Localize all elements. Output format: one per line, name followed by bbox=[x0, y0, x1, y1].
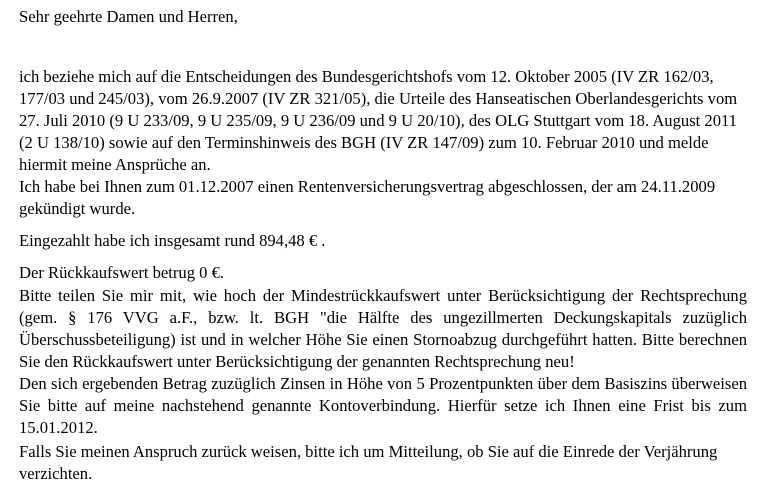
paragraph-surrender-value: Der Rückkaufswert betrug 0 €. bbox=[19, 263, 225, 282]
paragraph-court-references: ich beziehe mich auf die Entscheidungen des Bundesgerichtshofs vom 12. Oktober 2005 (IV ZR 162/03, 177/03 und 245/03), vom 26.9.2007 (IV ZR 321/05), die Urteile des Hanseatischen Oberlandesgerichts vom 27. Juli 2010 (9 U 233/09, 9 U 235/09, 9 U 236/09 und 9 U 20/10), des OLG Stuttgart vom 18. August 2011 (2 U 138/10) sowie auf den Terminshinweis des BGH (IV ZR 147/09) zum 10. Februar 2010 und melde hiermit meine Ansprüche an. bbox=[19, 67, 738, 174]
paragraph-paid-amount: Eingezahlt habe ich insgesamt rund 894,48 € . bbox=[19, 231, 326, 250]
letter-salutation: Sehr geehrte Damen und Herren, bbox=[19, 7, 238, 26]
paragraph-limitation-waiver: Falls Sie meinen Anspruch zurück weisen, bitte ich um Mitteilung, ob Sie auf die Einrede der Verjährung verzichten. bbox=[19, 442, 718, 483]
paragraph-payment-deadline: Den sich ergebenden Betrag zuzüglich Zinsen in Höhe von 5 Prozentpunkten über dem Basiszins überweisen Sie bitte auf meine nachstehend genannte Kontoverbindung. Hierfür setze ich Ihnen eine Frist bis zum 15.01.2012. bbox=[19, 374, 747, 437]
paragraph-request-calculation: Bitte teilen Sie mir mit, wie hoch der Mindestrückkaufswert unter Berücksichtigung der Rechtsprechung (gem. § 176 VVG a.F., bzw. lt. BGH "die Hälfte des ungezillmerten Deckungskapitals zuzüglich Überschussbeteiligung) ist und in welcher Höhe Sie einen Stornoabzug durchgeführt hatten. Bitte berechnen Sie den Rückkaufswert unter Berücksichtigung der genannten Rechtsprechung neu! bbox=[19, 286, 747, 371]
paragraph-contract-info: Ich habe bei Ihnen zum 01.12.2007 einen Rentenversicherungsvertrag abgeschlossen, der am 24.11.2009 gekündigt wurde. bbox=[19, 177, 716, 218]
